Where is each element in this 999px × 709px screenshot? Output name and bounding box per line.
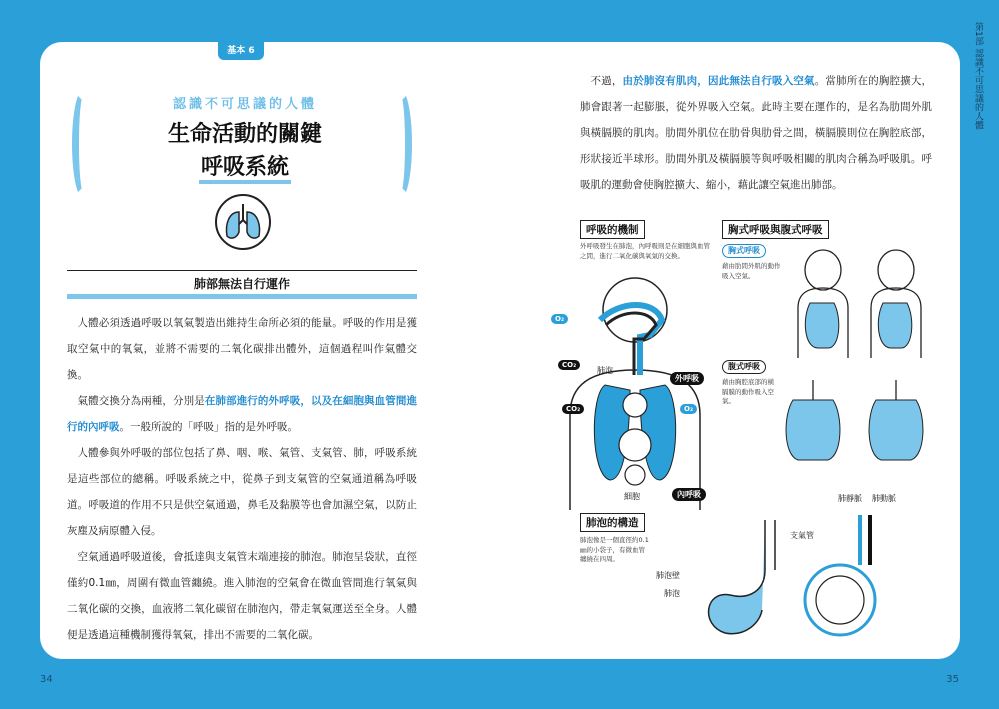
page-number-left: 34	[40, 674, 53, 685]
alveoli-label: 肺泡	[597, 366, 613, 375]
external-respiration-tag: 外呼吸	[670, 372, 704, 385]
internal-respiration-tag: 內呼吸	[672, 488, 706, 501]
cell-label: 細胞	[624, 492, 640, 501]
left-parenthesis-decoration	[72, 90, 94, 198]
co2-badge-top: CO₂	[558, 360, 580, 370]
abdominal-breathing-pill: 腹式呼吸	[722, 360, 766, 374]
abdominal-breathing-illustration	[778, 375, 938, 465]
right-paragraph-1-highlight: 由於肺沒有肌肉，因此無法自行吸入空氣	[622, 75, 815, 87]
co2-badge-bottom: CO₂	[562, 404, 584, 414]
right-paragraph-1-a: 不過，	[590, 75, 623, 87]
paragraph-2-highlight: 在肺部進行的外呼吸，以及在細胞與血管間進行的內呼吸	[67, 395, 418, 433]
side-tab: 第1部 認識不可思議的人體	[973, 22, 983, 130]
o2-badge-top: O₂	[551, 314, 568, 324]
pulmonary-vein-label: 肺靜脈	[838, 494, 862, 503]
lung-icon	[215, 194, 271, 250]
chest-abdominal-label: 胸式呼吸與腹式呼吸	[722, 220, 829, 239]
bronchus-label: 支氣管	[790, 531, 814, 540]
paragraph-3: 人體參與外呼吸的部位包括了鼻、咽、喉、氣管、支氣管、肺，呼吸系統是這些部位的總稱。呼吸系統之中，從鼻子到支氣管的空氣通道稱為呼吸道。呼吸道的作用不只是供空氣通過，鼻毛及黏膜等也會加濕空氣，以防止灰塵及病原體入侵。	[67, 447, 417, 537]
paragraph-2-a: 氣體交換分為兩種，分別是	[77, 395, 205, 407]
right-paragraph-1-b: 。當肺所在的胸腔擴大，肺會跟著一起膨脹，從外界吸入空氣。此時主要在運作的，是名為肋間外肌與橫膈膜的肌肉。肋間外肌位在肋骨與肋骨之間，橫膈膜則位在胸腔底部，形狀接近半球形。肋間外肌及橫膈膜等與呼吸相關的肌肉合稱為呼吸肌。呼吸肌的運動會使胸腔擴大、縮小，藉此讓空氣進出肺部。	[580, 75, 933, 191]
title-line2	[95, 150, 395, 181]
badge: 基本 6	[218, 42, 264, 60]
title-line2-text: 呼吸系統	[199, 155, 291, 184]
alveolus-structure-label: 肺泡的構造	[580, 513, 645, 532]
chest-breathing-desc: 藉由肋間外肌的動作吸入空氣。	[722, 262, 781, 280]
alveolar-wall-label: 肺泡壁	[656, 571, 680, 580]
abdominal-breathing-desc: 藉由胸腔底部的橫膈膜的動作吸入空氣。	[722, 378, 774, 405]
paragraph-1: 人體必須透過呼吸以氧氣製造出維持生命所必須的能量。呼吸的作用是獲取空氣中的氧氣，並將不需要的二氧化碳排出體外，這個過程叫作氣體交換。	[67, 317, 417, 381]
right-paragraph-1	[580, 68, 932, 198]
alveolus-label: 肺泡	[664, 589, 680, 598]
o2-badge-bottom: O₂	[680, 404, 697, 414]
subtitle: 認識不可思議的人體	[172, 97, 317, 112]
right-body-text	[580, 68, 932, 198]
alveolus-structure-desc: 肺泡像是一個直徑約0.1㎜的小袋子，有微血管纏繞在四周。	[580, 536, 649, 563]
paragraph-2-b: 。一般所說的「呼吸」指的是外呼吸。	[119, 421, 298, 433]
pulmonary-artery-label: 肺動脈	[872, 494, 896, 503]
chest-breathing-pill: 胸式呼吸	[722, 244, 766, 258]
lung-icon-circle	[215, 194, 271, 250]
chest-breathing-illustration	[788, 248, 938, 358]
paragraph-4: 空氣通過呼吸道後，會抵達與支氣管末端連接的肺泡。肺泡呈袋狀，直徑僅約0.1㎜，周圍有微血管纏繞。進入肺泡的空氣會在微血管間進行氧氣與二氧化碳的交換，血液將二氧化碳留在肺泡內，帶走氧氣運送至全身。人體便是透過這種機制獲得氧氣，排出不需要的二氧化碳。	[67, 551, 417, 641]
section-heading: 肺部無法自行運作	[67, 270, 417, 292]
section-underline	[67, 294, 417, 299]
paragraph-2	[67, 388, 417, 440]
title-line1: 生命活動的關鍵	[167, 122, 322, 147]
mechanism-desc: 外呼吸發生在肺泡，內呼吸則是在細胞與血管之間，進行二氧化碳與氧氣的交換。	[580, 242, 710, 260]
mechanism-label: 呼吸的機制	[580, 220, 645, 239]
page-number-right: 35	[946, 674, 959, 685]
body-silhouette-illustration	[560, 275, 720, 510]
left-body-text	[67, 310, 417, 648]
